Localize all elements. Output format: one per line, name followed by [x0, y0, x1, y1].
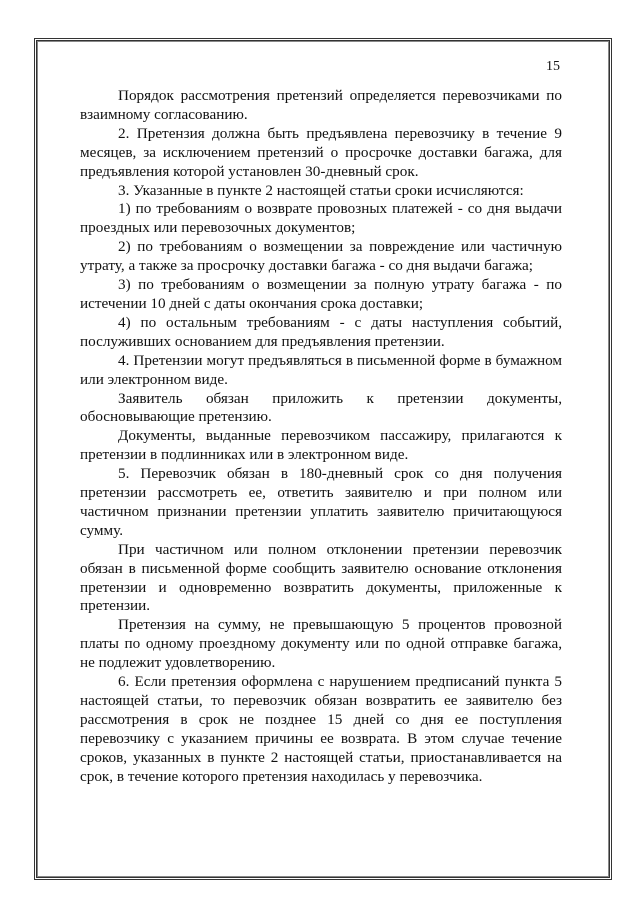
paragraph-3-item-1: 1) по требованиям о возврате провозных платежей - со дня выдачи проездных или перевозочных документов; [80, 200, 562, 237]
page-number: 15 [546, 59, 560, 74]
paragraph-originals: Документы, выданные перевозчиком пассажиру, прилагаются к претензии в подлинниках или в электронном виде. [80, 427, 562, 464]
paragraph-claims-procedure: Порядок рассмотрения претензий определяется перевозчиками по взаимному согласованию. [80, 87, 562, 123]
paragraph-2-claim-deadline: 2. Претензия должна быть предъявлена перевозчику в течение 9 месяцев, за исключением претензий о просрочке доставки багажа, для предъявления которой установлен 30-дневный срок. [80, 124, 562, 180]
paragraph-5-review-period: 5. Перевозчик обязан в 180-дневный срок со дня получения претензии рассмотреть ее, ответить заявителю и при полном или частичном признании претензии уплатить заявителю причитающуюся сумму. [80, 465, 562, 539]
paragraph-rejection: При частичном или полном отклонении претензии перевозчик обязан в письменной форме сообщить заявителю основание отклонения претензии и одновременно возвратить документы, приложенные к претензии. [80, 540, 562, 615]
paragraph-threshold: Претензия на сумму, не превышающую 5 процентов провозной платы по одному проездному документу или по одной отправке багажа, не подлежит удовлетворению. [80, 616, 562, 672]
paragraph-4-claim-form: 4. Претензии могут предъявляться в письменной форме в бумажном или электронном виде. [80, 351, 562, 388]
paragraph-3-item-4: 4) по остальным требованиям - с даты наступления событий, послуживших основанием для предъявления претензии. [80, 313, 562, 350]
paragraph-3-terms: 3. Указанные в пункте 2 настоящей статьи сроки исчисляются: [118, 181, 524, 199]
document-body [80, 87, 562, 787]
paragraph-6-return: 6. Если претензия оформлена с нарушением предписаний пункта 5 настоящей статьи, то перевозчик обязан возвратить ее заявителю без рассмотрения в срок не позднее 15 дней со дня ее поступления перевозчику с указанием причины ее возврата. В этом случае течение сроков, указанных в пункте 2 настоящей статьи, приостанавливается на срок, в течение которого претензия находилась у перевозчика. [80, 673, 562, 785]
paragraph-applicant-documents: Заявитель обязан приложить к претензии документы, обосновывающие претензию. [80, 389, 562, 426]
paragraph-3-item-2: 2) по требованиям о возмещении за повреждение или частичную утрату, а также за просрочку доставки багажа - со дня выдачи багажа; [80, 238, 562, 275]
paragraph-3-item-3: 3) по требованиям о возмещении за полную утрату багажа - по истечении 10 дней с даты окончания срока доставки; [80, 276, 562, 312]
